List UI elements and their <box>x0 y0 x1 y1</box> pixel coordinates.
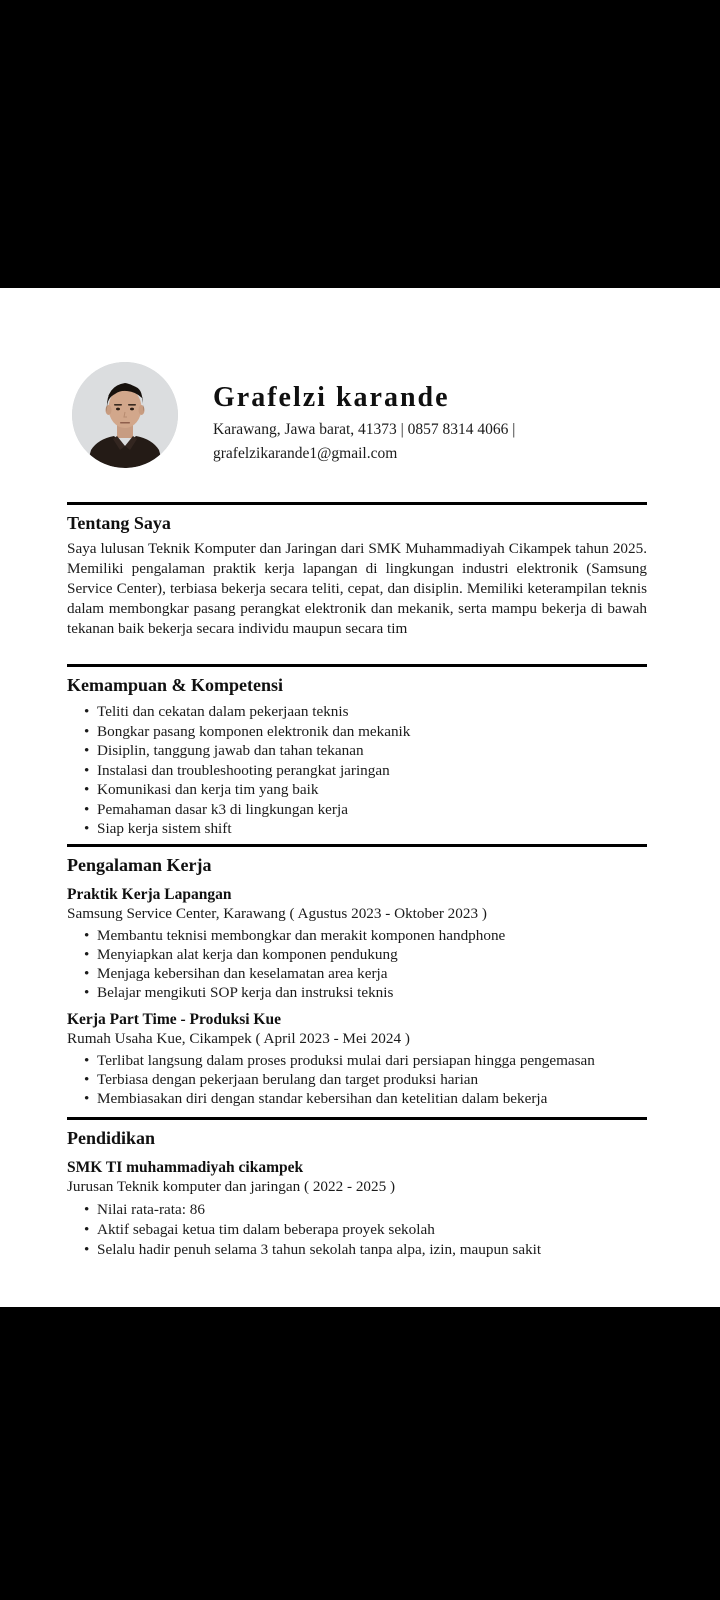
skill-item: • Teliti dan cekatan dalam pekerjaan teknis <box>67 702 647 722</box>
identity-block <box>213 381 515 466</box>
skills-list <box>67 702 647 839</box>
education-bullet: • Nilai rata-rata: 86 <box>67 1200 647 1220</box>
education-entry <box>67 1158 647 1260</box>
profile-photo-illustration <box>72 362 178 468</box>
job-role: Kerja Part Time - Produksi Kue <box>67 1010 281 1028</box>
job-organization: Rumah Usaha Kue, Cikampek ( April 2023 - Mei 2024 ) <box>67 1029 410 1047</box>
resume-header <box>67 362 647 468</box>
skill-item: • Bongkar pasang komponen elektronik dan mekanik <box>67 722 647 742</box>
job-bullet: • Menyiapkan alat kerja dan komponen pendukung <box>67 945 647 964</box>
profile-photo <box>72 362 178 468</box>
job-bullet: • Membiasakan diri dengan standar kebersihan dan ketelitian dalam bekerja <box>67 1089 647 1108</box>
job-role: Praktik Kerja Lapangan <box>67 885 232 903</box>
section-title-about: Tentang Saya <box>67 513 171 533</box>
candidate-name: Grafelzi karande <box>213 382 450 413</box>
education-bullet: • Aktif sebagai ketua tim dalam beberapa proyek sekolah <box>67 1220 647 1240</box>
skill-item: • Instalasi dan troubleshooting perangkat jaringan <box>67 761 647 781</box>
section-title-experience: Pengalaman Kerja <box>67 854 212 875</box>
section-divider <box>67 1117 647 1120</box>
job-bullet: • Belajar mengikuti SOP kerja dan instruksi teknis <box>67 983 647 1002</box>
resume-document <box>0 288 720 1307</box>
section-title-skills: Kemampuan & Kompetensi <box>67 675 283 695</box>
school-program: Jurusan Teknik komputer dan jaringan ( 2022 - 2025 ) <box>67 1177 396 1195</box>
education-bullets <box>67 1200 647 1260</box>
skill-item: • Komunikasi dan kerja tim yang baik <box>67 780 647 800</box>
section-divider <box>67 844 647 847</box>
section-divider <box>67 664 647 667</box>
contact-line-1: Karawang, Jawa barat, 41373 | 0857 8314 4066 | <box>213 421 516 438</box>
about-text: Saya lulusan Teknik Komputer dan Jaringan dari SMK Muhammadiyah Cikampek tahun 2025. Memiliki pengalaman praktik kerja lapangan di lingkungan industri elektronik (Samsung Service Center), terbiasa bekerja secara teliti, cepat, dan disiplin. Memiliki keterampilan teknis dalam membongkar pasang perangkat elektronik dan mekanik, serta mampu bekerja di bawah tekanan baik bekerja secara individu maupun secara tim <box>67 540 647 637</box>
job-bullet: • Menjaga kebersihan dan keselamatan area kerja <box>67 964 647 983</box>
section-divider <box>67 502 647 505</box>
school-name: SMK TI muhammadiyah cikampek <box>67 1158 304 1176</box>
job-entry <box>67 885 647 1002</box>
section-title-education: Pendidikan <box>67 1127 156 1148</box>
education-bullet: • Selalu hadir penuh selama 3 tahun sekolah tanpa alpa, izin, maupun sakit <box>67 1240 647 1260</box>
job-bullet: • Terlibat langsung dalam proses produksi mulai dari persiapan hingga pengemasan <box>67 1051 647 1070</box>
job-bullet: • Membantu teknisi membongkar dan merakit komponen handphone <box>67 926 647 945</box>
job-bullets <box>67 1051 647 1108</box>
job-organization: Samsung Service Center, Karawang ( Agustus 2023 - Oktober 2023 ) <box>67 904 487 922</box>
job-bullet: • Terbiasa dengan pekerjaan berulang dan target produksi harian <box>67 1070 647 1089</box>
contact-info <box>213 418 515 466</box>
contact-line-2: grafelzikarande1@gmail.com <box>213 445 398 462</box>
job-bullets <box>67 926 647 1002</box>
job-entry <box>67 1010 647 1108</box>
skill-item: • Disiplin, tanggung jawab dan tahan tekanan <box>67 741 647 761</box>
skill-item: • Pemahaman dasar k3 di lingkungan kerja <box>67 800 647 820</box>
skill-item: • Siap kerja sistem shift <box>67 819 647 839</box>
